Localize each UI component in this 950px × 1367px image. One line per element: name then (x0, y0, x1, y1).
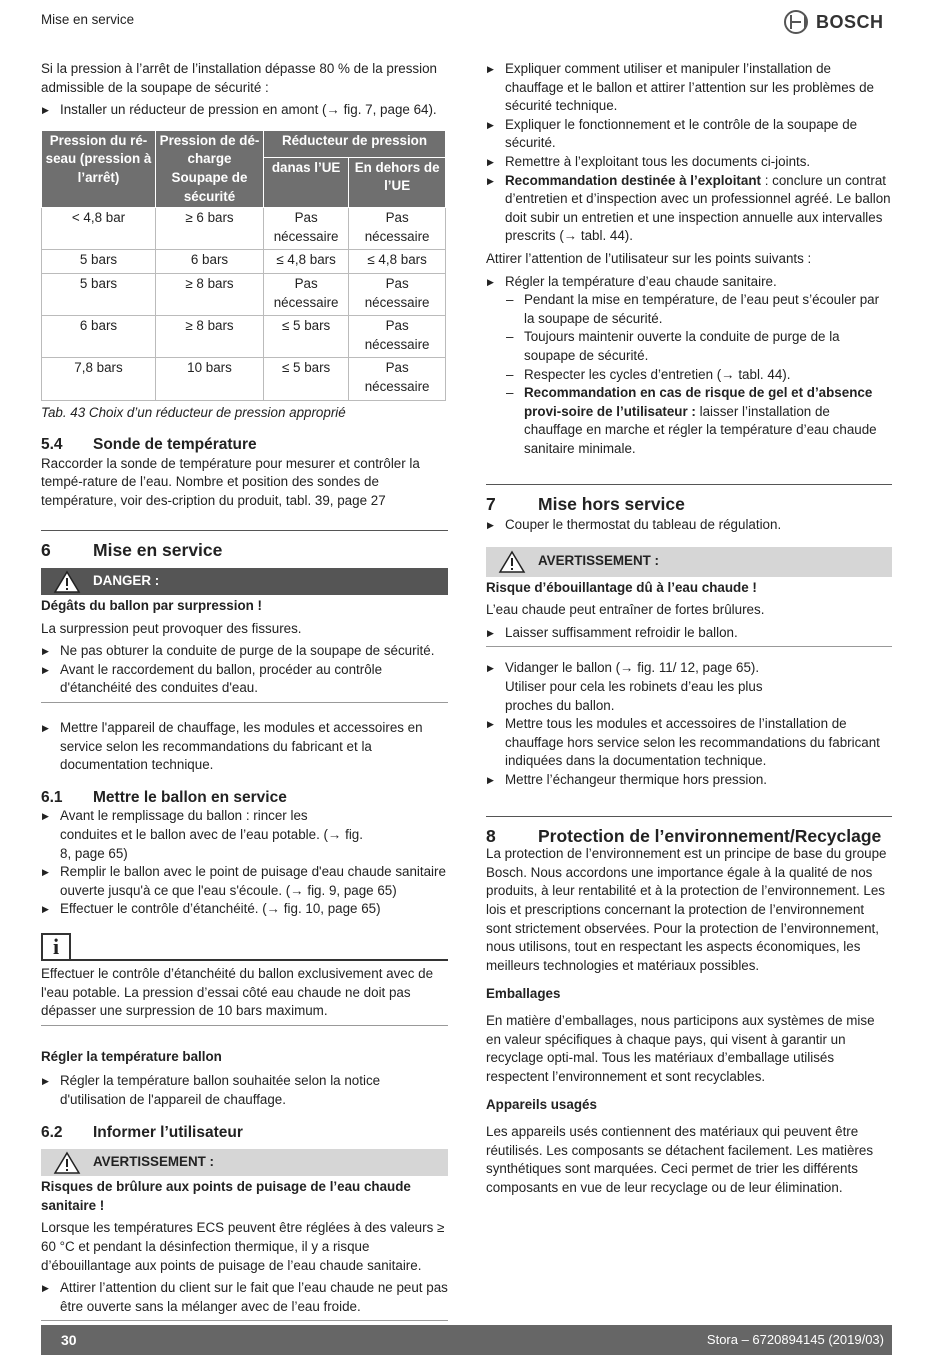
table-row (42, 273, 446, 315)
table-row (42, 358, 446, 400)
bullet-modules-off: ▶ Mettre tous les modules et accessoires de l’installation de chauffage hors service selon les recommandations du fabricant indiquées dans la documentation technique. (486, 715, 892, 771)
dash-item-3: – Respecter les cycles d’entretien (→ tabl. 44). (486, 366, 892, 385)
bullet-6-1-b: ▶ Remplir le ballon avec le point de puisage d'eau chaude sanitaire ouverte jusqu'à ce que l'eau s'écoule. (→ fig. 9, page 65) (41, 863, 448, 900)
packaging-text: En matière d’emballages, nous participons aux systèmes de mise en valeur spécifiques à chaque pays, qui visent à garantir un recyclage opti-mal. Tous les matériaux d’emballage utilisés respectent l’environnement et sont recyclables. (486, 1012, 875, 1084)
table-cell: Pas nécessaire (349, 358, 446, 400)
warning-2-text: L’eau chaude peut entraîner de fortes brûlures. (486, 602, 765, 618)
th-reducer-group: Réducteur de pression (264, 130, 446, 157)
danger-text: La surpression peut provoquer des fissures. (41, 620, 302, 636)
danger-bullet-2: ▶ Avant le raccordement du ballon, procéder au contrôle d'étanchéité des conduites d'eau. (41, 661, 448, 703)
recommendation-text: : conclure un contrat d’entretien et d’inspection avec un professionnel agréé. Le ballon doit subir un entretien et une inspection annuelle aux intervalles prescrits (→ tabl. 44). (505, 172, 891, 244)
warning-triangle-icon (53, 1151, 81, 1175)
table-cell: ≤ 5 bars (264, 316, 349, 358)
page-footer (41, 1325, 892, 1355)
warning-banner-2 (486, 547, 892, 577)
table-cell: 5 bars (42, 250, 156, 274)
bullet-commissioning: ▶ Mettre l'appareil de chauffage, les modules et accessoires en service selon les recommandations du fabricant et la documentation technique. (41, 719, 448, 775)
pressure-reducer-table (41, 130, 446, 401)
danger-banner (41, 568, 448, 595)
bullet-drain-tank: ▶ Vidanger le ballon (→ fig. 11/ 12, page 65). Utiliser pour cela les robinets d’eau les plus proches du ballon. (486, 659, 892, 715)
packaging-heading: Emballages (486, 986, 561, 1002)
table-cell: ≥ 8 bars (156, 273, 264, 315)
info-icon: i (41, 933, 71, 961)
used-devices-heading: Appareils usagés (486, 1097, 597, 1113)
section-6-2-heading (41, 1124, 448, 1143)
intro-text: Si la pression à l’arrêt de l’installation dépasse 80 % de la pression admissible de la soupape de sécurité : (41, 61, 437, 95)
bullet-depressurize: ▶ Mettre l’échangeur thermique hors pression. (486, 771, 892, 790)
table-cell: < 4,8 bar (42, 208, 156, 250)
table-row (42, 316, 446, 358)
table-cell: Pas nécessaire (264, 208, 349, 250)
section-number: 6.2 (41, 1123, 63, 1141)
bullet-hand-over-docs: ▶ Remettre à l’exploitant tous les documents ci-joints. (486, 153, 892, 172)
table-cell: ≤ 4,8 bars (264, 250, 349, 274)
bullet-set-temperature: ▶ Régler la température d’eau chaude sanitaire. (486, 273, 892, 292)
section-number: 5.4 (41, 436, 63, 454)
temp-bullet: ▶ Régler la température ballon souhaitée selon la notice d'utilisation de l'appareil de chauffage. (41, 1072, 448, 1109)
recommendation-label: Recommandation destinée à l’exploitant (505, 172, 761, 188)
warning-triangle-icon (498, 550, 526, 574)
warning-1-bullet: ▶ Attirer l’attention du client sur le fait que l’eau chaude ne peut pas être ouverte sans la mélanger avec de l’eau froide. (41, 1279, 448, 1321)
temp-heading: Régler la température ballon (41, 1048, 222, 1064)
section-title: Mise hors service (538, 494, 685, 515)
table-cell: 6 bars (42, 316, 156, 358)
section-5-4-heading (41, 436, 448, 455)
bosch-logo (784, 10, 884, 34)
danger-title: Dégâts du ballon par surpression ! (41, 598, 262, 614)
table-cell: ≥ 6 bars (156, 208, 264, 250)
bullet-6-1-a: ▶ Avant le remplissage du ballon : rincer les conduites et le ballon avec de l’eau potable. (→ fig. 8, page 65) (41, 807, 448, 863)
section-number: 6.1 (41, 788, 63, 806)
warning-label: AVERTISSEMENT : (93, 1154, 215, 1170)
table-cell: Pas nécessaire (349, 316, 446, 358)
th-in-eu: danas l’UE (264, 157, 349, 207)
danger-label: DANGER : (93, 573, 160, 589)
right-column (486, 58, 892, 1197)
table-cell: 5 bars (42, 273, 156, 315)
dash-item-1: – Pendant la mise en température, de l’eau peut s’écouler par la soupape de sécurité. (486, 291, 892, 328)
table-cell: Pas nécessaire (264, 273, 349, 315)
brand-name: BOSCH (816, 11, 884, 32)
frost-recommendation-label: Recommandation en cas de risque de gel et d’absence provi-soire de l’utilisateur : (524, 385, 873, 419)
info-text: Effectuer le contrôle d’étanchéité du ballon exclusivement avec de l'eau potable. La pression d’essai côté eau chaude ne doit pas dépasser une surpression de 10 bars maximum. (41, 965, 448, 1026)
table-caption: Tab. 43 Choix d’un réducteur de pression approprié (41, 404, 346, 420)
section-6-1-heading (41, 789, 448, 808)
page-header-title: Mise en service (41, 12, 135, 27)
attention-text: Attirer l’attention de l’utilisateur sur les points suivants : (486, 250, 812, 266)
table-cell: Pas nécessaire (349, 273, 446, 315)
bullet-recommendation (486, 172, 892, 246)
warning-triangle-icon (53, 570, 81, 594)
bullet-explain-usage: ▶ Expliquer comment utiliser et manipuler l’installation de chauffage et le ballon et attirer l’attention sur les problèmes de sécurité technique. (486, 60, 892, 116)
table-cell: Pas nécessaire (349, 208, 446, 250)
section-5-4-text: Raccorder la sonde de température pour mesurer et contrôler la tempé-rature de l’eau. Nombre et position des sondes de température, voir des-cription du produit, tabl. 39, page 27 (41, 455, 420, 508)
table-cell: 7,8 bars (42, 358, 156, 400)
warning-label: AVERTISSEMENT : (538, 553, 660, 569)
section-8-heading (486, 816, 892, 846)
warning-1-title: Risques de brûlure aux points de puisage de l’eau chaude sanitaire ! (41, 1179, 411, 1213)
document-reference: Stora – 6720894145 (2019/03) (706, 1331, 884, 1347)
warning-banner-1 (41, 1149, 448, 1176)
left-column (41, 58, 448, 1321)
bullet-6-1-c: ▶ Effectuer le contrôle d’étanchéité. (→ fig. 10, page 65) (41, 900, 448, 919)
section-title: Informer l’utilisateur (93, 1123, 243, 1141)
section-7-heading (486, 484, 892, 514)
th-outside-eu: En dehors de l’UE (349, 157, 446, 207)
table-cell: ≥ 8 bars (156, 316, 264, 358)
used-devices-text: Les appareils usés contiennent des matériaux qui peuvent être réutilisés. Les composants se détachent facilement. Les matières synthétiques sont marquées. Ceci permet de trier les différents composants en vue de leur recyclage ou de leur élimination. (486, 1123, 874, 1195)
warning-2-bullet: ▶ Laisser suffisamment refroidir le ballon. (486, 624, 892, 648)
bullet-thermostat-off: ▶ Couper le thermostat du tableau de régulation. (486, 516, 892, 535)
danger-bullet-1: ▶ Ne pas obturer la conduite de purge de la soupape de sécurité. (41, 642, 448, 661)
section-number: 6 (41, 540, 51, 561)
table-cell: ≤ 4,8 bars (349, 250, 446, 274)
section-number: 8 (486, 825, 496, 846)
section-8-text: La protection de l’environnement est un principe de base du groupe Bosch. Nous accordons une importance égale à la qualité de nos produits, à leur rentabilité et à la protection de l’environnement. Les lois et prescriptions concernant la protection de l’environnement sont strictement observées. Pour la protection de l’environnement, nous utilisons, tout en respectant les aspects économiques, les meilleurs technologies et matériaux possibles. (486, 846, 887, 973)
th-safety-valve: Pression de dé-charge Soupape de sécurité (156, 130, 264, 207)
table-cell: 6 bars (156, 250, 264, 274)
table-cell: ≤ 5 bars (264, 358, 349, 400)
bullet-pressure-reducer: ▶ Installer un réducteur de pression en amont (→ fig. 7, page 64). (41, 101, 448, 120)
section-title: Mise en service (93, 540, 223, 561)
section-title: Protection de l’environnement/Recyclage (538, 825, 882, 846)
page-number: 30 (61, 1331, 77, 1348)
section-6-heading (41, 530, 448, 560)
section-title: Mettre le ballon en service (93, 788, 287, 806)
table-row (42, 250, 446, 274)
section-title: Sonde de température (93, 436, 257, 454)
warning-2-title: Risque d’ébouillantage dû à l’eau chaude ! (486, 579, 757, 595)
warning-1-text: Lorsque les températures ECS peuvent être réglées à des valeurs ≥ 60 °C et pendant la désinfection thermique, il y a risque d’ébouillantage aux points de puisage de l’eau chaude sanitaire. (41, 1220, 445, 1273)
dash-item-4 (486, 384, 892, 458)
frost-recommendation-text: laisser l’installation de chauffage en marche et régler la température d’eau chaude sanitaire minimale. (524, 403, 877, 456)
table-row (42, 208, 446, 250)
info-box (41, 933, 448, 961)
table-cell: 10 bars (156, 358, 264, 400)
th-network-pressure: Pression du ré-seau (pression à l’arrêt) (42, 130, 156, 207)
bosch-armature-icon (784, 10, 808, 34)
bullet-explain-valve: ▶ Expliquer le fonctionnement et le contrôle de la soupape de sécurité. (486, 116, 892, 153)
dash-item-2: – Toujours maintenir ouverte la conduite de purge de la soupape de sécurité. (486, 328, 892, 365)
section-number: 7 (486, 494, 496, 515)
